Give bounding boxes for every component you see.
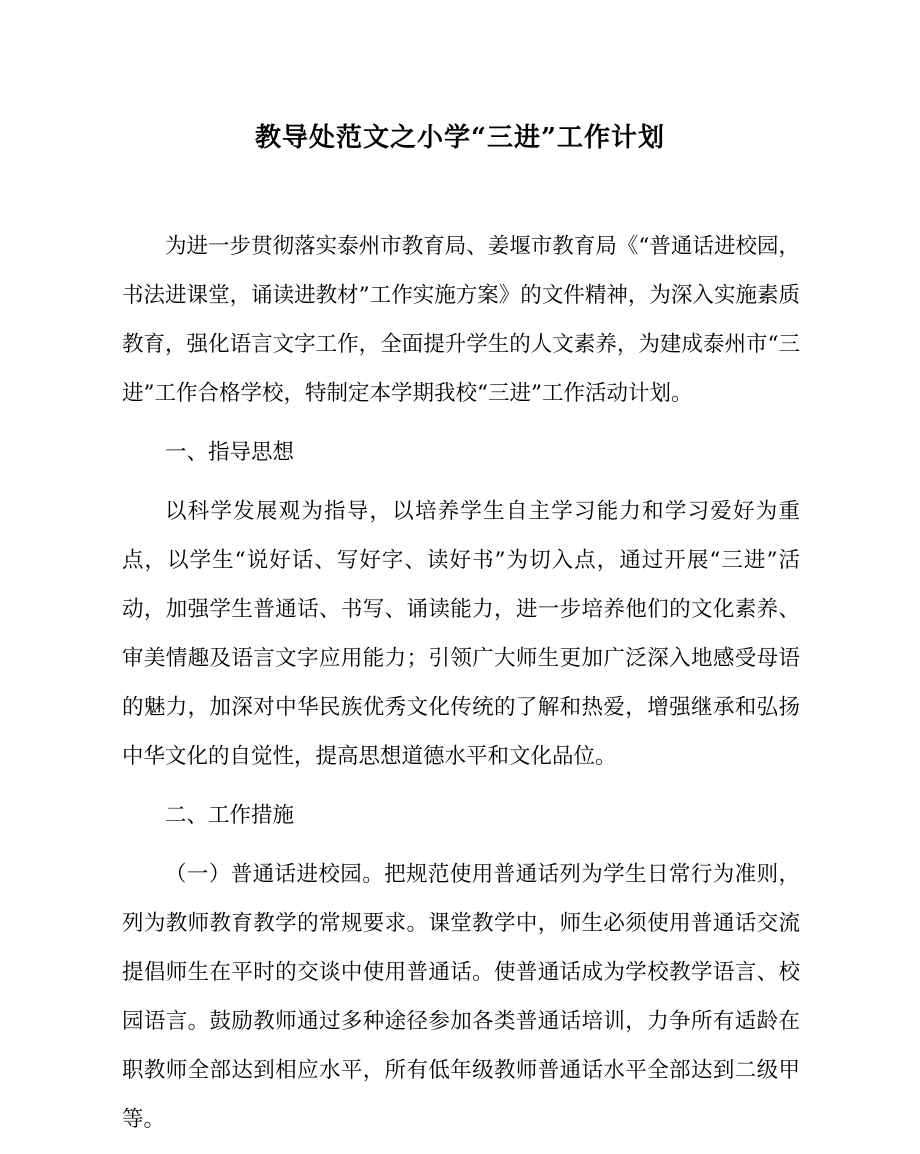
measure-mandarin-paragraph: （一）普通话进校园。把规范使用普通话列为学生日常行为准则，列为教师教育教学的常规要求。课堂教学中，师生必须使用普通话交流提倡师生在平时的交谈中使用普通话。使普通话成为学校教学语言、校园语言。鼓励教师通过多种途径参加各类普通话培训，力争所有适龄在职教师全部达到相应水平，所有低年级教师普通话水平全部达到二级甲等。 xyxy=(122,862,800,1132)
intro-paragraph: 为进一步贯彻落实泰州市教育局、姜堰市教育局《“普通话进校园，书法进课堂，诵读进教材”工作实施方案》的文件精神，为深入实施素质教育，强化语言文字工作，全面提升学生的人文素养，为建成泰州市“三进”工作合格学校，特制定本学期我校“三进”工作活动计划。 xyxy=(122,234,800,406)
guiding-ideology-paragraph: 以科学发展观为指导，以培养学生自主学习能力和学习爱好为重点，以学生“说好话、写好字、读好书”为切入点，通过开展“三进”活动，加强学生普通话、书写、诵读能力，进一步培养他们的文化素养、审美情趣及语言文字应用能力；引领广大师生更加广泛深入地感受母语的魅力，加深对中华民族优秀文化传统的了解和热爱，增强继承和弘扬中华文化的自觉性，提高思想道德水平和文化品位。 xyxy=(122,499,800,769)
section-heading-work-measures: 二、工作措施 xyxy=(165,803,295,828)
document-body xyxy=(122,222,800,1154)
section-heading-guiding-ideology: 一、指导思想 xyxy=(165,440,295,465)
document-title: 教导处范文之小学“三进”工作计划 xyxy=(255,123,665,153)
